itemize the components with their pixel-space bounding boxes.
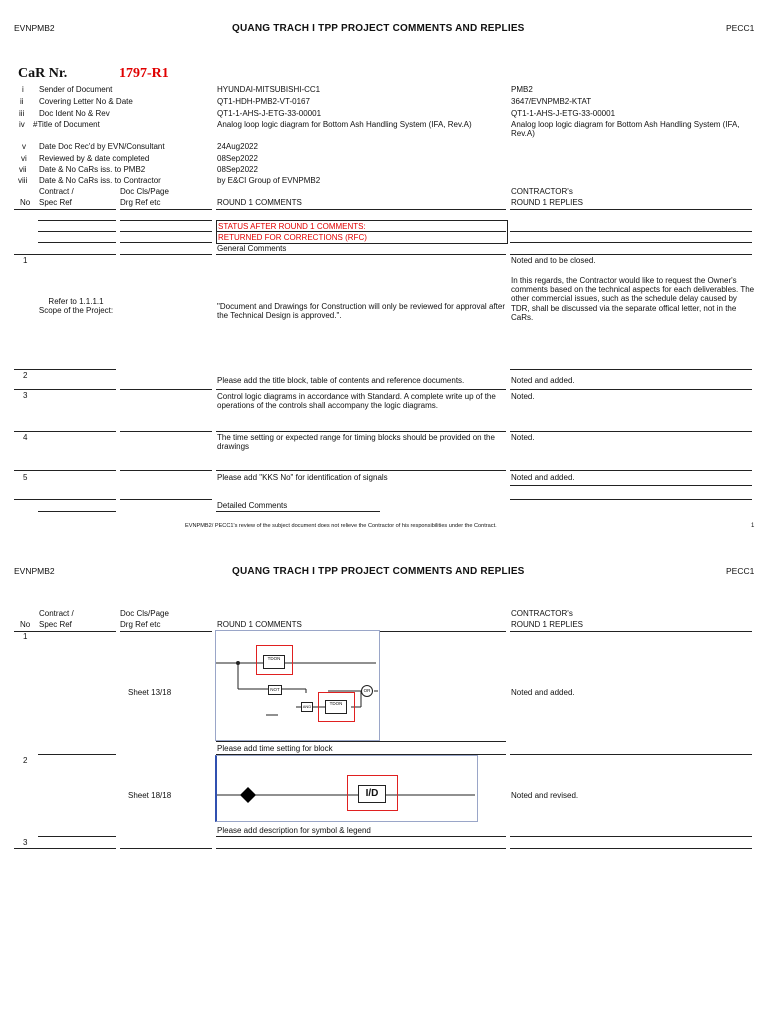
divider: [38, 754, 116, 755]
divider: [120, 209, 212, 210]
divider: [120, 499, 212, 500]
info-label-received: Date Doc Rec'd by EVN/Consultant: [39, 142, 165, 151]
info-value-pmb2: 08Sep2022: [217, 165, 258, 174]
page-title: QUANG TRACH I TPP PROJECT COMMENTS AND REPLIES: [232, 23, 525, 34]
row-4-comment: The time setting or expected range for timing blocks should be provided on the drawings: [217, 433, 495, 452]
info-value-letter: QT1-HDH-PMB2-VT-0167: [217, 97, 310, 106]
tdon-block: TDON: [263, 655, 285, 669]
or-block: OR: [361, 685, 373, 697]
detailed-comments: Detailed Comments: [217, 501, 288, 510]
info-num-i: i: [22, 85, 24, 94]
divider: [216, 389, 506, 390]
info-num-iii: iii: [19, 109, 25, 118]
row-5-reply: Noted and added.: [511, 473, 575, 482]
divider: [120, 231, 212, 232]
info-num-vii: vii: [19, 165, 27, 174]
info-value2-title: Analog loop logic diagram for Bottom Ash Handling System (IFA, Rev.A): [511, 120, 740, 139]
header-left: EVNPMB2: [14, 23, 55, 33]
divider: [38, 499, 116, 500]
divider: [38, 220, 116, 221]
divider: [216, 741, 506, 742]
info-value-contractor: by E&CI Group of EVNPMB2: [217, 176, 321, 185]
divider: [216, 848, 506, 849]
divider: [216, 209, 506, 210]
divider: [510, 485, 752, 486]
divider: [38, 254, 116, 255]
header-replies-line2: ROUND 1 REPLIES: [511, 198, 584, 207]
divider: [510, 499, 752, 500]
header-spec-line1: Contract /: [39, 187, 74, 196]
status-line-2: RETURNED FOR CORRECTIONS (RFC): [218, 233, 367, 242]
header-spec-line2-p2: Spec Ref: [39, 620, 72, 629]
divider: [216, 254, 506, 255]
divider: [510, 389, 752, 390]
info-value-sender: HYUNDAI-MITSUBISHI-CC1: [217, 85, 321, 94]
footer-disclaimer: EVNPMB2/ PECC1's review of the subject document does not relieve the Contractor of his responsibilities under the Contract.: [185, 523, 497, 529]
info-num-viii: viii: [18, 176, 28, 185]
header-comments: ROUND 1 COMMENTS: [217, 198, 302, 207]
header-doc-line2-p2: Drg Ref etc: [120, 620, 161, 629]
divider: [216, 511, 380, 512]
divider: [14, 389, 38, 390]
divider: [510, 754, 752, 755]
divider: [120, 254, 212, 255]
header-spec-line2: Spec Ref: [39, 198, 72, 207]
divider: [510, 242, 752, 243]
divider: [510, 836, 752, 837]
info-value-reviewed: 08Sep2022: [217, 154, 258, 163]
divider: [510, 231, 752, 232]
diamond-symbol-icon: [240, 787, 256, 803]
info-value2-sender: PMB2: [511, 85, 533, 94]
row-1-comment: "Document and Drawings for Construction will only be reviewed for approval after the Technical Design is approved.".: [217, 302, 505, 321]
info-num-vi: vi: [21, 154, 27, 163]
divider: [38, 242, 116, 243]
header-right: PECC1: [726, 23, 755, 33]
id-block: I/D: [358, 785, 386, 803]
info-label-docident: Doc Ident No & Rev: [39, 109, 110, 118]
info-value2-docident: QT1-1-AHS-J-ETG-33-00001: [511, 109, 616, 118]
divider: [14, 631, 116, 632]
header-spec-line1-p2: Contract /: [39, 609, 74, 618]
divider: [14, 499, 38, 500]
page-title-p2: QUANG TRACH I TPP PROJECT COMMENTS AND REPLIES: [232, 566, 525, 577]
header-no: No: [20, 198, 31, 207]
divider: [120, 470, 212, 471]
p2-row-1-reply: Noted and added.: [511, 688, 575, 697]
logic-diagram-sheet-13: [215, 630, 380, 741]
row-3-no: 3: [23, 391, 28, 400]
row-1-reply: Noted and to be closed.: [511, 256, 596, 265]
p2-row-3-no: 3: [23, 838, 28, 847]
p2-row-1-comment: Please add time setting for block: [217, 744, 333, 753]
divider: [510, 470, 752, 471]
info-label-pmb2: Date & No CaRs iss. to PMB2: [39, 165, 146, 174]
info-num-v: v: [22, 142, 26, 151]
and-block: AND: [301, 702, 313, 712]
divider: [510, 431, 752, 432]
p2-row-2-reply: Noted and revised.: [511, 791, 579, 800]
divider: [14, 369, 38, 370]
row-4-no: 4: [23, 433, 28, 442]
divider: [216, 470, 506, 471]
divider: [14, 209, 116, 210]
info-num-ii: ii: [20, 97, 24, 106]
info-label-title: #Title of Document: [33, 120, 100, 129]
logic-diagram-graphic: [216, 631, 379, 740]
p2-row-1-doc: Sheet 13/18: [128, 688, 172, 697]
page-number: 1: [751, 523, 755, 529]
divider: [38, 369, 116, 370]
divider: [14, 431, 38, 432]
divider: [38, 836, 116, 837]
header-replies-line1-p2: CONTRACTOR's: [511, 609, 573, 618]
info-value-docident: QT1-1-AHS-J-ETG-33-00001: [217, 109, 322, 118]
divider: [120, 242, 212, 243]
divider: [14, 254, 38, 255]
info-value-title: Analog loop logic diagram for Bottom Ash Handling System (IFA, Rev.A): [217, 120, 472, 129]
info-num-iv: iv: [19, 120, 25, 129]
divider: [120, 631, 212, 632]
header-replies-line1: CONTRACTOR's: [511, 187, 573, 196]
divider: [14, 470, 38, 471]
divider: [510, 848, 752, 849]
divider: [510, 369, 752, 370]
row-2-reply: Noted and added.: [511, 376, 575, 385]
row-2-no: 2: [23, 371, 28, 380]
divider: [120, 389, 212, 390]
car-number: 1797-R1: [119, 66, 169, 81]
info-label-letter: Covering Letter No & Date: [39, 97, 133, 106]
row-2-comment: Please add the title block, table of contents and reference documents.: [217, 376, 465, 385]
divider: [38, 231, 116, 232]
divider: [216, 431, 506, 432]
divider: [38, 389, 116, 390]
header-doc-line1-p2: Doc Cls/Page: [120, 609, 169, 618]
divider: [120, 220, 212, 221]
header-left-p2: EVNPMB2: [14, 566, 55, 576]
p2-row-1-no: 1: [23, 632, 28, 641]
not-block: NOT: [268, 685, 282, 695]
divider: [38, 431, 116, 432]
p2-row-2-doc: Sheet 18/18: [128, 791, 172, 800]
car-label: CaR Nr.: [18, 66, 68, 81]
header-no-p2: No: [20, 620, 31, 629]
divider: [510, 631, 752, 632]
header-replies-line2-p2: ROUND 1 REPLIES: [511, 620, 584, 629]
row-1-no: 1: [23, 256, 28, 265]
divider: [120, 431, 212, 432]
header-right-p2: PECC1: [726, 566, 755, 576]
row-5-comment: Please add "KKS No" for identification of signals: [217, 473, 388, 482]
divider: [38, 511, 116, 512]
row-4-reply: Noted.: [511, 433, 535, 442]
header-comments-p2: ROUND 1 COMMENTS: [217, 620, 302, 629]
info-label-reviewed: Reviewed by & date completed: [39, 154, 150, 163]
divider: [216, 836, 506, 837]
divider: [120, 848, 212, 849]
tdon-block-2: TDON: [325, 700, 347, 714]
divider: [14, 848, 38, 849]
info-label-sender: Sender of Document: [39, 85, 113, 94]
divider: [38, 470, 116, 471]
row-1-reply-detail: In this regards, the Contractor would like to request the Owner's comments based on the technical aspects for each deliverables. The other commercial issues, such as the schedule delay caused by TDR, shall be discussed via the separate offical letter, not in the CaRs.: [511, 276, 755, 322]
status-line-1: STATUS AFTER ROUND 1 COMMENTS:: [218, 222, 366, 231]
row-3-reply: Noted.: [511, 392, 535, 401]
info-label-contractor: Date & No CaRs iss. to Contractor: [39, 176, 161, 185]
p2-row-2-comment: Please add description for symbol & legend: [217, 826, 371, 835]
info-value-received: 24Aug2022: [217, 142, 258, 151]
info-value2-letter: 3647/EVNPMB2-KTAT: [511, 97, 592, 106]
row-5-no: 5: [23, 473, 28, 482]
divider: [510, 209, 752, 210]
divider: [510, 254, 752, 255]
header-doc-line2: Drg Ref etc: [120, 198, 161, 207]
row-3-comment: Control logic diagrams in accordance with Standard. A complete write up of the operations of the controls shall accompany the logic diagrams.: [217, 392, 496, 411]
divider: [38, 848, 116, 849]
row-1-spec: Refer to 1.1.1.1 Scope of the Project:: [38, 297, 114, 316]
general-comments: General Comments: [217, 244, 287, 253]
p2-row-2-no: 2: [23, 756, 28, 765]
header-doc-line1: Doc Cls/Page: [120, 187, 169, 196]
